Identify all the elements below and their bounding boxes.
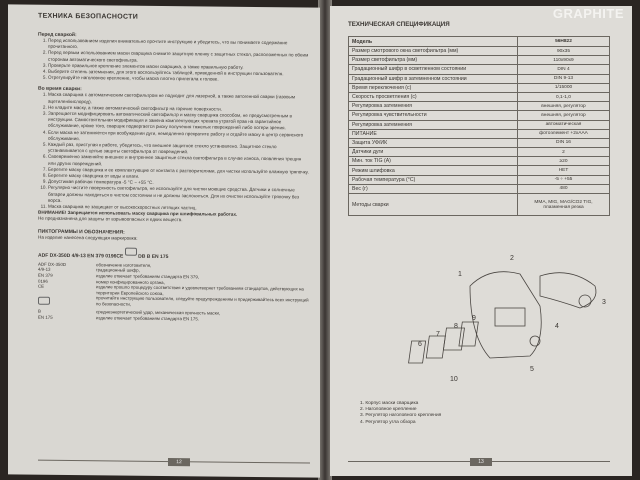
head-strap xyxy=(540,273,596,308)
spec-value: внешняя, регулятор xyxy=(518,111,610,120)
during-welding-list xyxy=(38,92,310,213)
spec-row xyxy=(349,148,610,157)
list-item: 1. Перед использованием изделия внимательно прочтите инструкцию и убедитесь, что вы понимаете содержание прочитанного. xyxy=(48,38,310,53)
code-desc: номер конфицированного органа, xyxy=(96,278,165,285)
spec-value: 110x90x9 xyxy=(518,56,610,65)
spec-value: DIN 4 xyxy=(518,65,610,74)
spec-row xyxy=(349,74,610,83)
list-item: 6. Своевременно заменяйте внешнее и внутреннее защитные стекла светофильтра в случае износа, появления трещин или других повреждений. xyxy=(48,154,310,169)
spec-value: DIN 16 xyxy=(518,138,610,147)
legend-item: 1. Корпус маски сварщика xyxy=(360,401,419,406)
spec-row xyxy=(349,37,610,47)
callout-10: 10 xyxy=(450,376,458,383)
list-item: 8. Берегите маску сварщика от воды и влаги. xyxy=(48,173,310,182)
helmet-shell xyxy=(470,272,541,358)
list-item: 3. Запрещается модифицировать автоматический светофильтр и маску сварщика способом, не предусмотренным в инструкции. Самостоятельная модификация и замена комплектующих чревата утратой прав на гарантийное обслуживание, кроме того, сварщик подвергается риску получения тяжелых повреждений либо потери зрения. xyxy=(48,111,310,132)
callout-2: 2 xyxy=(510,255,514,262)
spec-key: Защита УФ/ИК xyxy=(349,138,518,147)
code: CE xyxy=(38,283,45,290)
pictograms-intro: На изделие нанесена следующая маркировка: xyxy=(38,234,138,241)
callout-3: 3 xyxy=(602,299,606,306)
spec-table xyxy=(348,36,610,216)
legend-item: 2. Наголовное крепление xyxy=(360,407,417,413)
spec-row xyxy=(349,120,610,129)
spec-value: 2 xyxy=(518,148,610,157)
list-item: 5. Каждый раз, приступая к работе, убедитесь, что внешнее защитное стекло установлено. Защитное стекло устанавливается с целью защиты светофильтра от повреждений. xyxy=(48,142,310,157)
strap-knob xyxy=(579,295,591,307)
spec-value: -5 ÷ +55 xyxy=(518,175,610,184)
read-manual-icon xyxy=(38,295,96,309)
filter-window xyxy=(495,308,525,326)
spec-key: Размер светофильтра (мм) xyxy=(349,56,518,65)
brand-logo: GRAPHITE xyxy=(552,6,624,21)
spec-key: Регулировка чувствительности xyxy=(349,111,518,120)
code: EN 379 xyxy=(38,272,53,278)
spec-value: внешняя, регулятор xyxy=(518,102,610,111)
spec-row xyxy=(349,138,610,147)
callout-1: 1 xyxy=(458,271,462,278)
code: 0196 xyxy=(38,278,48,284)
spec-row xyxy=(349,175,610,184)
right-page xyxy=(330,6,632,476)
marking-line xyxy=(38,245,310,262)
during-welding-heading: Во время сварки: xyxy=(38,86,82,93)
spec-row xyxy=(349,92,610,101)
legend-item: 4. Регулятор угла обзора xyxy=(360,419,416,425)
code-desc: обозначение изготовителя, xyxy=(96,262,152,268)
marking-tail: DB B EN 175 xyxy=(138,253,169,260)
spec-value: MMA, MIG, MAG/CO2 TIG, плазменная резка xyxy=(518,194,610,216)
code-desc: изделие отвечает требованиям стандарта EN 175. xyxy=(96,314,199,322)
spec-value: DIN 9-13 xyxy=(518,74,610,83)
code: ADF DX-350D xyxy=(38,261,67,267)
code: B xyxy=(38,308,41,314)
code: EN 175 xyxy=(38,314,53,320)
spec-row xyxy=(349,56,610,65)
safety-title: ТЕХНИКА БЕЗОПАСНОСТИ xyxy=(38,12,139,21)
spec-key: Методы сварки xyxy=(349,194,518,216)
spec-value: 480 xyxy=(518,184,610,193)
spec-row xyxy=(349,166,610,175)
callout-5: 5 xyxy=(530,366,534,373)
spec-key: Датчики дуги xyxy=(349,148,518,157)
spec-value: 90x35 xyxy=(518,47,610,56)
callout-8: 8 xyxy=(454,323,458,330)
callout-6: 6 xyxy=(418,341,422,348)
spec-key: Градационный шифр в затемненном состоянии xyxy=(349,74,518,83)
spec-key: Скорость просветления (с) xyxy=(349,92,518,101)
codes-list xyxy=(38,262,310,323)
spec-value: 0,1-1,0 xyxy=(518,92,610,101)
part-9 xyxy=(459,322,478,346)
code: 4/9-13 xyxy=(38,267,51,273)
code-desc: изделие прошло процедуру соответствия и удовлетворяет требованиям стандартов, действующих на территории Европейского союза, xyxy=(96,284,304,296)
warning-item: Не предназначена для защиты от взрывоопасных и едких веществ. xyxy=(38,216,183,223)
helmet-diagram xyxy=(370,246,610,396)
code-desc: градационный шифр, xyxy=(96,267,140,274)
spec-row xyxy=(349,102,610,111)
list-item: 9. Допустимая рабочая температура -5 °C ~ +55 °C. xyxy=(48,179,310,188)
list-item: 5. Отрегулируйте наголовное крепление, чтобы маска плотно прилегала к голове. xyxy=(48,75,310,84)
spec-row xyxy=(349,157,610,166)
spec-row xyxy=(349,129,610,138)
spec-key: Модель xyxy=(349,37,518,47)
book-icon xyxy=(125,247,137,255)
callout-7: 7 xyxy=(436,331,440,338)
spec-value: 1/15000 xyxy=(518,83,610,92)
list-item: 7. Берегите маску сварщика и ее комплектующие от контакта с растворителями, для чистки используйте влажную тряпочку. xyxy=(48,167,310,176)
spec-key: Время переключения (с) xyxy=(349,83,518,92)
spec-key: Мин. ток TIG (A) xyxy=(349,157,518,166)
spec-row xyxy=(349,194,610,216)
before-welding-heading: Перед сваркой: xyxy=(38,31,77,39)
warning-text: ВНИМАНИЕ! Запрещается использовать маску сварщика при шлифовальных работах. xyxy=(38,209,238,218)
list-item: 10. Регулярно чистите поверхность светофильтра, не используйте для чистки моющие средства. Датчики и солнечные батареи должны находиться в чистом состоянии и не должны заслоняться. Для их очистки используйте тряпочку без ворса. xyxy=(48,185,310,206)
page-number: 13 xyxy=(470,458,492,466)
part-7 xyxy=(426,336,445,358)
spec-key: Размер смотрового окна светофильтра (мм) xyxy=(349,47,518,56)
spec-value: фотоэлемент +2хААА xyxy=(518,129,610,138)
code-desc: прочитайте инструкцию пользователя, следуйте предупреждениям и придерживайтесь всех инструкций по безопасности, xyxy=(96,295,309,307)
spec-key: Градационный шифр в осветленном состоянии xyxy=(349,65,518,74)
spec-title: ТЕХНИЧЕСКАЯ СПЕЦИФИКАЦИЯ xyxy=(348,21,450,28)
before-welding-list xyxy=(38,38,310,84)
spec-key: Рабочая температура (°C) xyxy=(349,175,518,184)
list-item: 1. Маска сварщика с автоматическим светофильтром не подходит для лазерной, а также автогенной сварки (газовым ацетилен/кислород). xyxy=(48,92,310,107)
left-page xyxy=(8,4,320,477)
legend-item: 3. Регулятор наголовного крепления xyxy=(360,413,442,419)
page-number: 12 xyxy=(168,458,190,466)
list-item: 4. Выберите степень затемнения, для этого воспользуйтесь таблицей, приведенной в инструкции пользователя. xyxy=(48,69,310,78)
code-desc: изделие отвечает требованиям стандарта EN 379, xyxy=(96,273,199,280)
marking-code: ADF DX-350D 4/9-13 EN 379 0196CE xyxy=(38,252,124,260)
list-item: 11. Маска сварщика не защищает от высокоскоростных летящих частиц. xyxy=(48,204,310,213)
code-desc: среднеэнергетический удар, механическая прочность маски, xyxy=(96,309,221,316)
spec-value: ≥20 xyxy=(518,157,610,166)
parts-legend xyxy=(360,401,441,426)
spec-value: 56H822 xyxy=(518,37,610,47)
spec-row xyxy=(349,111,610,120)
spec-row xyxy=(349,47,610,56)
list-item: 3. Проверьте правильное крепление элементов маски сварщика, а также правильную работу. xyxy=(48,63,310,72)
pictograms-heading: ПИКТОГРАММЫ И ОБОЗНАЧЕНИЯ: xyxy=(38,228,125,236)
spec-value: НЕТ xyxy=(518,166,610,175)
spec-key: Регулировка затемнения xyxy=(349,120,518,129)
callout-9: 9 xyxy=(472,315,476,322)
list-item: 2. Не кладите маску, а также автоматический светофильтр на горячие поверхности. xyxy=(48,105,310,114)
callout-4: 4 xyxy=(555,323,559,330)
list-item: 4. Если маска не затемняется при возбуждении дуги, немедленно прекратите работу и отдайте маску в центр сервисного обслуживания. xyxy=(48,129,310,144)
safety-body xyxy=(38,27,310,323)
spec-key: Регулировка затемнения xyxy=(349,102,518,111)
spec-row xyxy=(349,83,610,92)
list-item: 2. Перед первым использованием маски сварщика снимите защитную пленку с защитных стекол, расположенных по обеим сторонам автоматического светофильтра. xyxy=(48,50,310,65)
spec-key: ПИТАНИЕ xyxy=(349,129,518,138)
spec-key: Режим шлифовка xyxy=(349,166,518,175)
spec-row xyxy=(349,65,610,74)
spec-value: автоматическая xyxy=(518,120,610,129)
spec-key: Вес (г) xyxy=(349,184,518,193)
spec-row xyxy=(349,184,610,193)
